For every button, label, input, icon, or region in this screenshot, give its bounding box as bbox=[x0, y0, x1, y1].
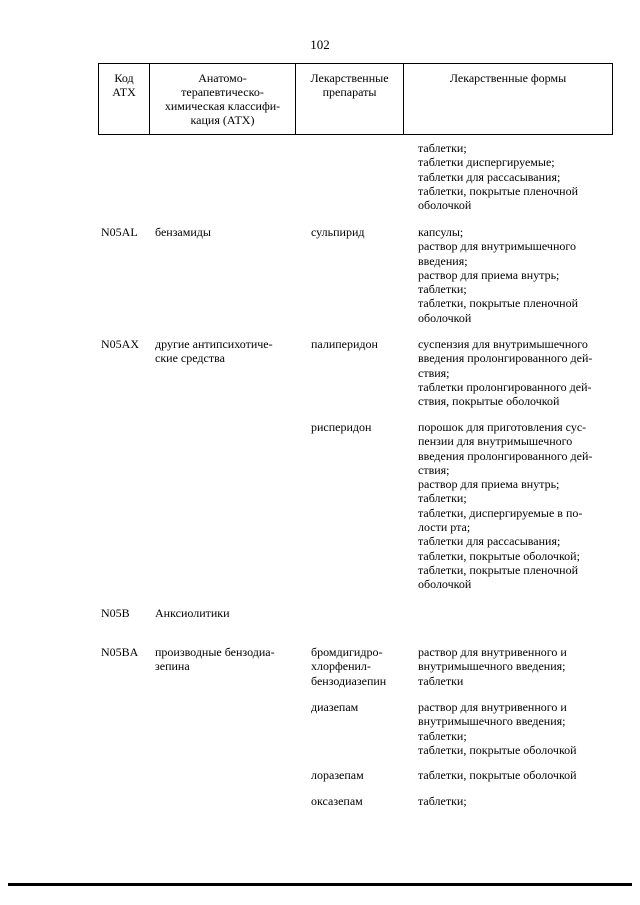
classification-cell: производные бензодиа- зепина bbox=[155, 645, 275, 674]
classification-cell: бензамиды bbox=[155, 225, 211, 239]
drug-name: диазепам bbox=[311, 700, 359, 714]
bottom-rule bbox=[8, 883, 632, 886]
classification-cell: Анксиолитики bbox=[155, 606, 230, 620]
atc-code: N05B bbox=[101, 606, 130, 620]
forms-cell: капсулы; раствор для внутримышечного введения; раствор для приема внутрь; таблетки; таблетки, покрытые пленочной оболочкой bbox=[418, 225, 579, 325]
forms-cell: таблетки, покрытые оболочкой bbox=[418, 768, 577, 782]
drug-name: оксазепам bbox=[311, 794, 363, 808]
drug-name: лоразепам bbox=[311, 768, 364, 782]
table-header bbox=[98, 63, 613, 135]
atc-code: N05AL bbox=[101, 225, 138, 239]
header-classification: Анатомо- терапевтическо- химическая классифи- кация (АТХ) bbox=[150, 64, 296, 134]
forms-cell: порошок для приготовления сус- пензии для внутримышечного введения пролонгированного дей- ствия; раствор для приема внутрь; таблетки; таблетки, диспергируемые в по- лости рта; таблетки для рассасывания; таблетки, покрытые оболочкой; таблетки, покрытые пленочной оболочкой bbox=[418, 420, 593, 592]
header-forms: Лекарственные формы bbox=[449, 71, 567, 85]
page-number: 102 bbox=[310, 37, 330, 52]
drug-name: сульпирид bbox=[311, 225, 365, 239]
forms-cell: раствор для внутривенного и внутримышечного введения; таблетки bbox=[418, 645, 567, 688]
classification-cell: другие антипсихотиче- ские средства bbox=[155, 337, 273, 366]
forms-cell: таблетки; bbox=[418, 794, 467, 808]
atc-code: N05AX bbox=[101, 337, 139, 351]
drug-name: бромдигидро- хлорфенил- бензодиазепин bbox=[311, 645, 387, 688]
forms-cell: суспензия для внутримышечного введения пролонгированного дей- ствия; таблетки пролонгированного дей- ствия, покрытые оболочкой bbox=[418, 337, 593, 409]
header-code: Код АТХ bbox=[99, 64, 150, 134]
header-drugs: Лекарственные препараты bbox=[296, 64, 404, 134]
forms-cell: таблетки; таблетки диспергируемые; таблетки для рассасывания; таблетки, покрытые пленочной оболочкой bbox=[418, 141, 579, 213]
forms-cell: раствор для внутривенного и внутримышечного введения; таблетки; таблетки, покрытые оболочкой bbox=[418, 700, 577, 757]
atc-code: N05BA bbox=[101, 645, 139, 659]
drug-name: палиперидон bbox=[311, 337, 378, 351]
drug-name: рисперидон bbox=[311, 420, 372, 434]
